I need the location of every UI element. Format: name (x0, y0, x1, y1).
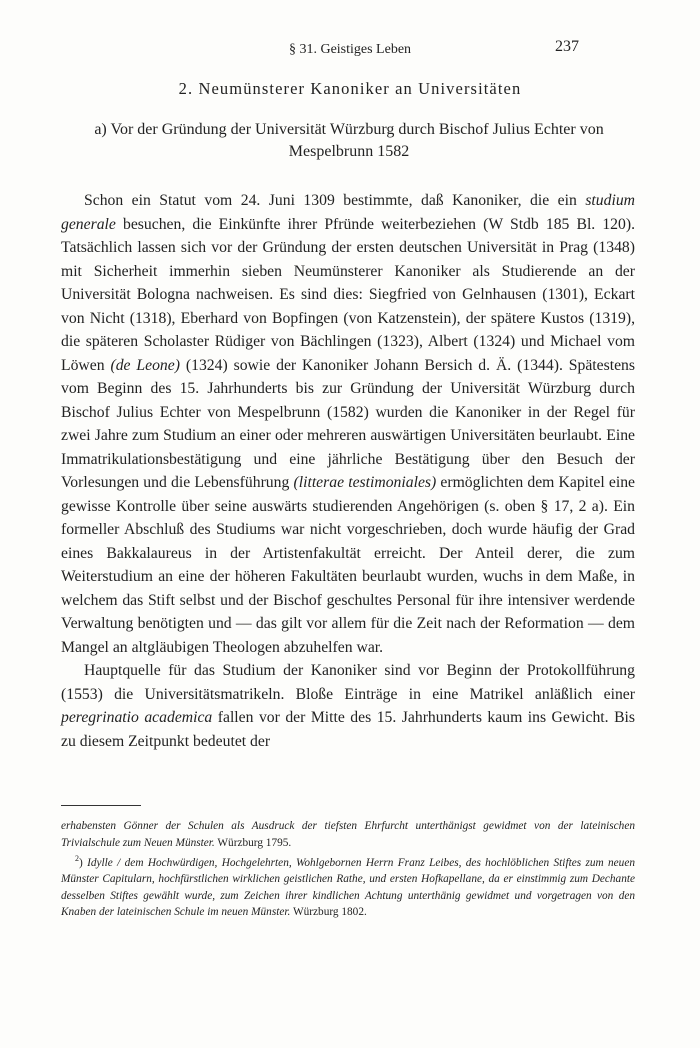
text-run: Schon ein Statut vom 24. Juni 1309 bestimmte, daß Kanoniker, die ein (84, 192, 577, 209)
subheading: a) Vor der Gründung der Universität Würzburg durch Bischof Julius Echter von Mespelbrunn 1582 (94, 121, 604, 160)
text-run: fallen vor der Mitte des 15. Jahrhunderts kaum ins Gewicht. Bis zu diesem Zeitpunkt bedeutet der (61, 709, 635, 750)
latin-term: peregrinatio academica (61, 709, 213, 726)
latin-term: (litterae testimoniales) (293, 474, 437, 491)
footnote-continuation (61, 818, 635, 851)
running-title: § 31. Geistiges Leben (288, 42, 412, 57)
footnote-2: $^2$) Idylle / dem Hochwürdigen, Hochgelehrten, Wohlgebornen Herrn Franz Leibes, des hochlöblichen Stiftes zum neuen Münster Capitularn, hochfürstlichen wirklichen geistlichen Rathe, und ersten Hofkapellane, da er einstimmig zum Dechante desselben Stiftes gewählt wurde, zum Zeichen ihrer kindlichen Achtung unterthänig gewidmet und vorgetragen von den Knaben der lateinischen Schule im neuen Münster. Würzburg 1802. (61, 854, 635, 919)
footnotes (61, 818, 635, 921)
section-heading: 2. Neumünsterer Kanoniker an Universitäten (178, 79, 522, 98)
text-run: besuchen, die Einkünfte ihrer Pfründe weiterbeziehen (W Stdb 185 Bl. 120). Tatsächlich lassen sich vor der Gründung der ersten deutschen Universität in Prag (1348) mit Sicherheit immerhin sieben Neumünsterer Kanoniker als Studierende an der Universität Bologna nachweisen. Es sind dies: Siegfried von Gelnhausen (1301), Eckart von Nicht (1318), Eberhard von Bopfingen (von Katzenstein), der spätere Kustos (1319), die späteren Scholaster Rüdiger von Bächlingen (1323), Albert (1324) und Michael vom Löwen (61, 215, 635, 374)
latin-term: (de Leone) (110, 356, 180, 374)
footnote-imprint: Würzburg 1802. (292, 906, 367, 919)
text-run: (1324) sowie der Kanoniker Johann Bersich d. Ä. (1344). Spätestens vom Beginn des 15. Jahrhunderts bis zur Gründung der Universität Würzburg durch Bischof Julius Echter von Mespelbrunn (1582) wurden die Kanoniker in der Regel für zwei Jahre zum Studium an einer oder mehreren auswärtigen Universitäten beurlaubt. Eine Immatrikulationsbestätigung und eine jährliche Bestätigung über den Besuch der Vorlesungen und die Lebensführung (61, 356, 636, 491)
footnote-marker: 2 (75, 854, 79, 863)
running-head (0, 38, 700, 62)
footnote-divider (61, 805, 141, 806)
paragraph (61, 659, 635, 753)
page-number: 237 (555, 38, 579, 55)
footnote-title: erhabensten Gönner der Schulen als Ausdruck der tiefsten Ehrfurcht unterthänigst gewidmet von der lateinischen Trivialschule zum Neuen Münster. (61, 820, 635, 849)
paragraph (61, 189, 635, 659)
text-run: Hauptquelle für das Studium der Kanoniker sind vor Beginn der Protokollführung (1553) die Universitätsmatrikeln. Bloße Einträge in eine Matrikel anläßlich einer (61, 662, 635, 703)
latin-term: studium generale (61, 192, 636, 233)
text-run: ermöglichten dem Kapitel eine gewisse Kontrolle über seine auswärts studierenden Angehörigen (s. oben § 17, 2 a). Ein formeller Abschluß des Studiums war nicht vorgeschrieben, doch wurde häufig der Grad eines Bakkalaureus in der Artistenfakultät erreicht. Der Anteil derer, die zum Weiterstudium an eine der höheren Fakultäten beurlaubt wurden, wuchs in dem Maße, in welchem das Stift selbst und der Bischof geschultes Personal für ihre intensiver werdende Verwaltung benötigten und — das gilt vor allem für die Zeit nach der Reformation — dem Mangel an altgläubigen Theologen abzuhelfen war. (61, 474, 636, 656)
body-text (61, 189, 635, 753)
footnote-imprint: Würzburg 1795. (217, 836, 292, 849)
footnote-title: Idylle / dem Hochwürdigen, Hochgelehrten, Wohlgebornen Herrn Franz Leibes, des hochlöblichen Stiftes zum neuen Münster Capitularn, hochfürstlichen wirklichen geistlichen Rathe, und ersten Hofkapellane, da er einstimmig zum Dechante desselben Stiftes gewählt wurde, zum Zeichen ihrer kindlichen Achtung unterthänig gewidmet und vorgetragen von den Knaben der lateinischen Schule im neuen Münster. (61, 856, 635, 919)
